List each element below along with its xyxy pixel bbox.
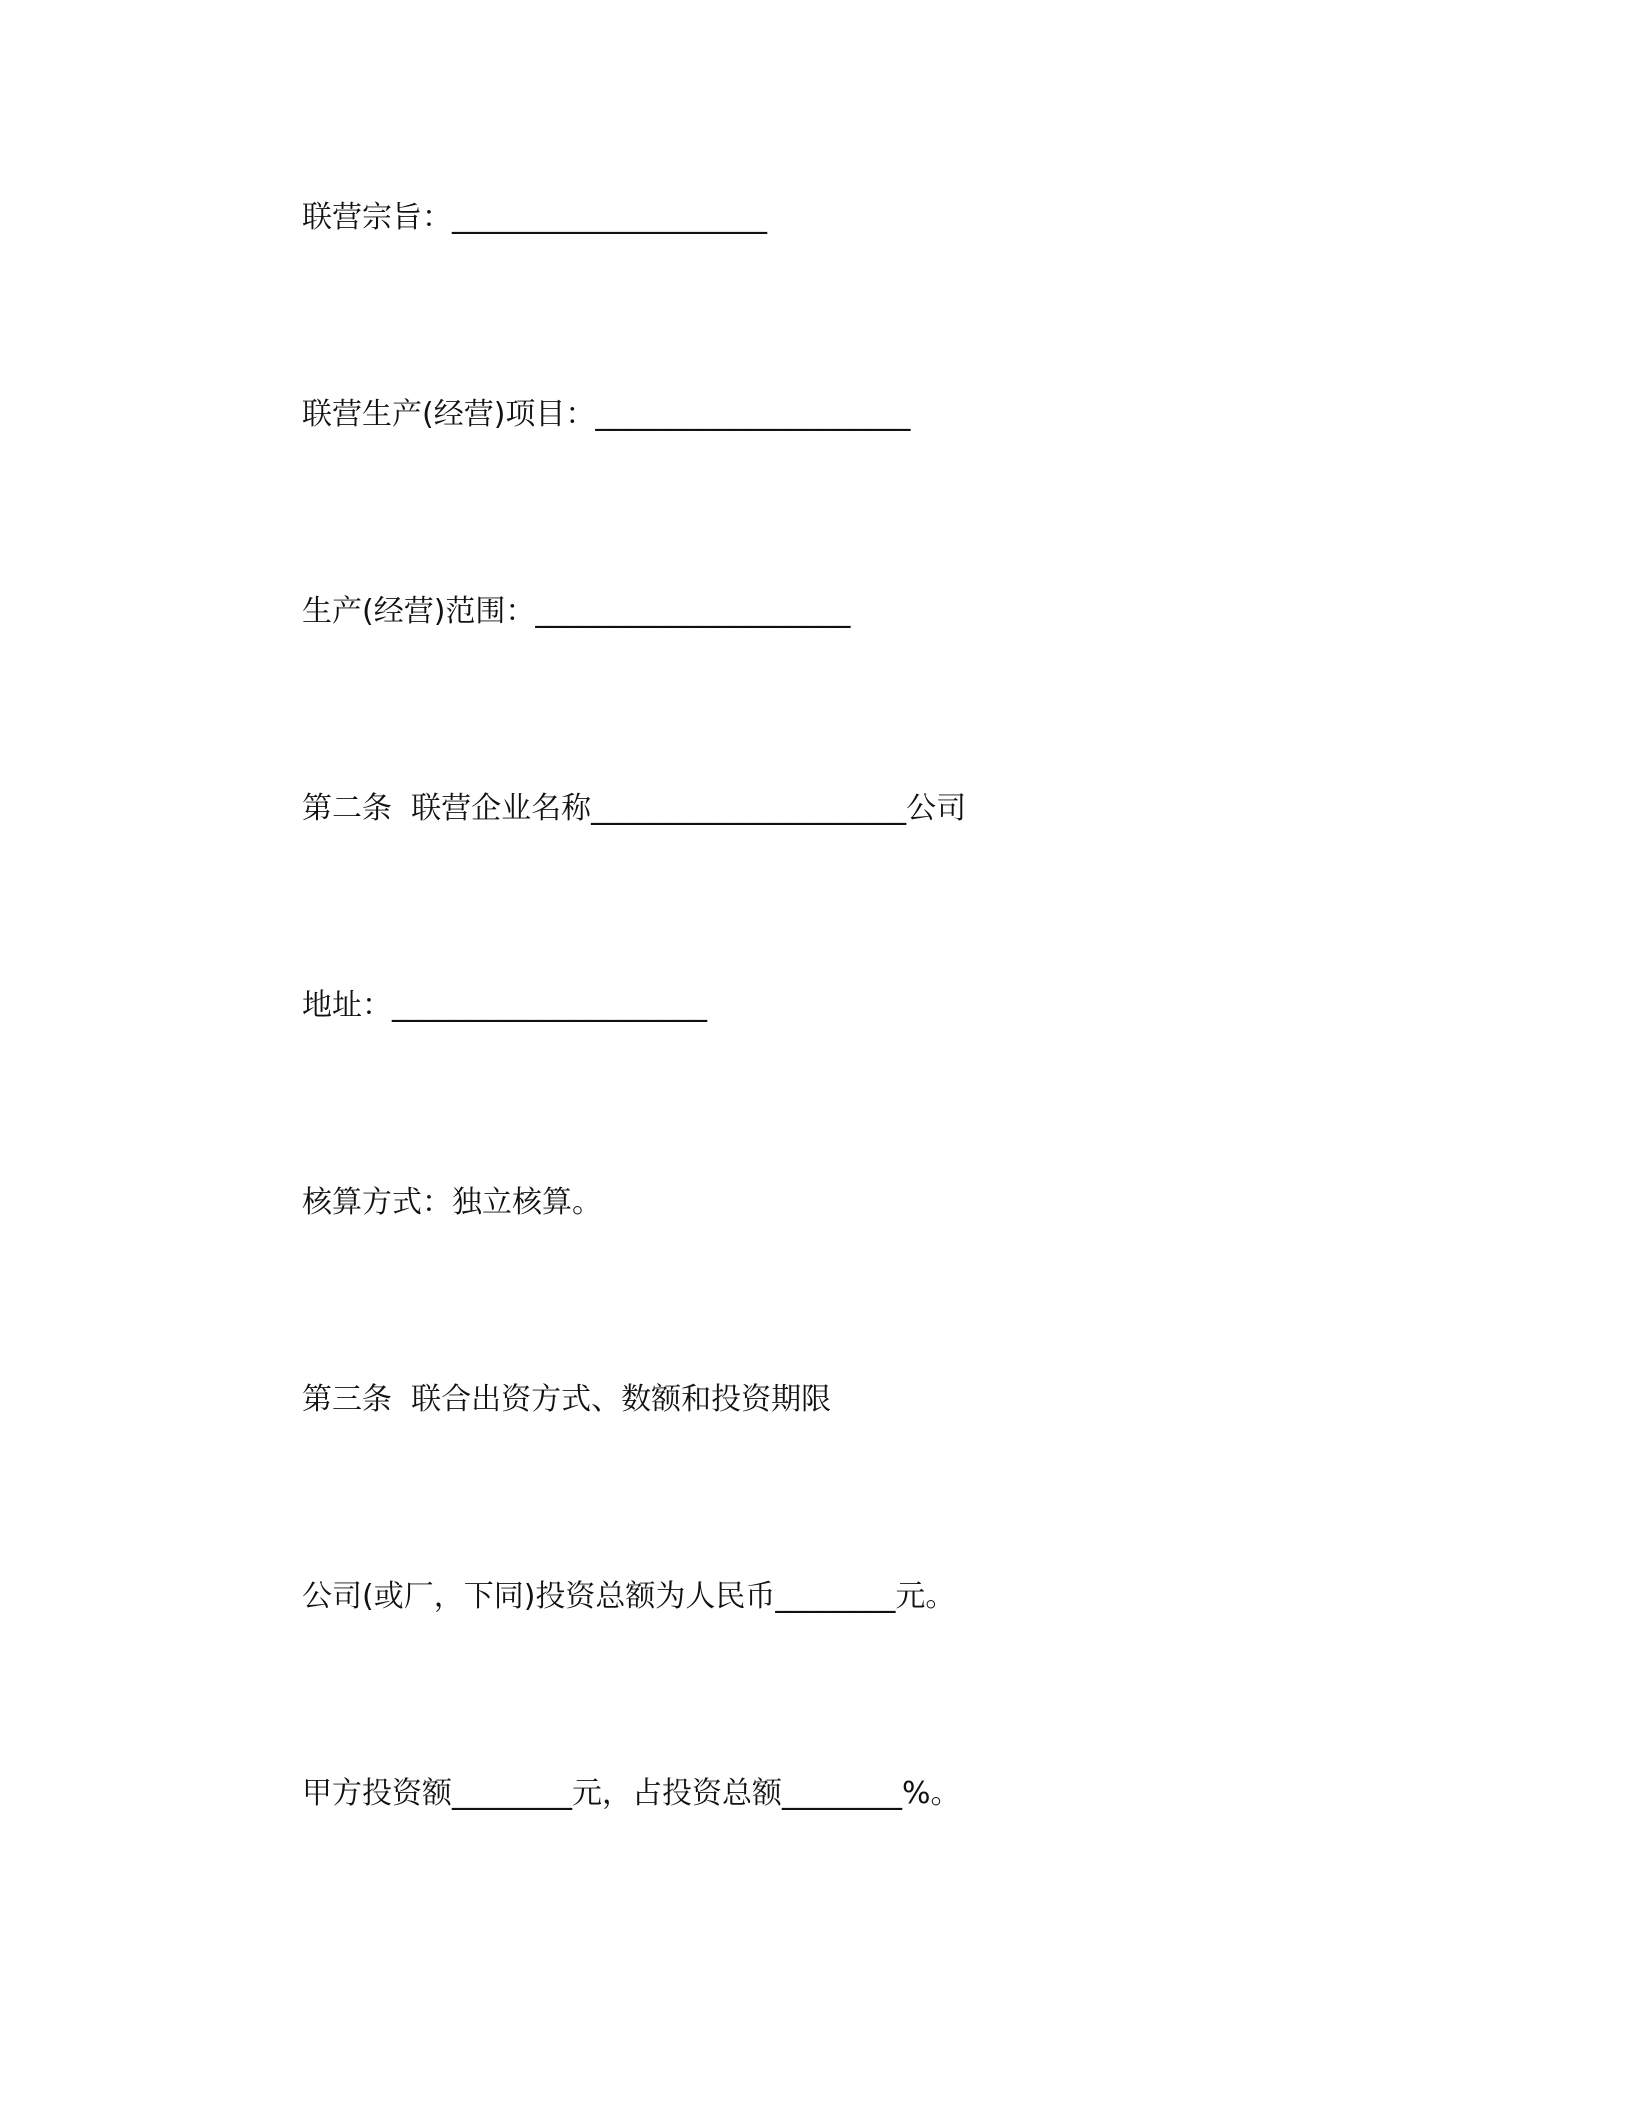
clause-address: 地址：_____________________	[302, 988, 707, 1023]
clause-scope: 生产(经营)范围：_____________________	[302, 594, 851, 629]
clause-accounting-method: 核算方式：独立核算。	[302, 1185, 602, 1220]
clause-project: 联营生产(经营)项目：_____________________	[302, 397, 911, 432]
article-three-heading: 第三条 联合出资方式、数额和投资期限	[302, 1382, 832, 1417]
clause-party-a-investment: 甲方投资额________元，占投资总额________%。	[302, 1776, 961, 1811]
clause-purpose: 联营宗旨：_____________________	[302, 200, 767, 235]
clause-total-investment: 公司(或厂，下同)投资总额为人民币________元。	[302, 1579, 956, 1614]
article-two-company-name: 第二条 联营企业名称_____________________公司	[302, 791, 967, 826]
